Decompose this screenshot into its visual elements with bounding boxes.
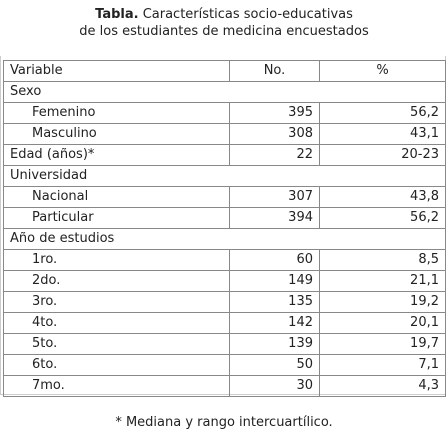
row-no: 308 [230,124,320,145]
table-row [4,187,446,208]
row-label: Femenino [4,103,230,124]
row-label: Nacional [4,187,230,208]
row-label: 5to. [4,334,230,355]
table-row [4,355,446,376]
section-row [4,145,446,166]
header-variable: Variable [4,61,230,82]
row-label: 3ro. [4,292,230,313]
section-label: Año de estudios [4,229,446,250]
row-label: 7mo. [4,376,230,397]
section-no: 22 [230,145,320,166]
row-no: 394 [230,208,320,229]
footnote: * Mediana y rango intercuartílico. [115,415,333,430]
caption-label: Tabla. [95,7,139,22]
header-no: No. [230,61,320,82]
header-pct: % [320,61,446,82]
table-row [4,313,446,334]
table-row [4,376,446,397]
section-row [4,82,446,103]
section-row [4,166,446,187]
table-row [4,208,446,229]
table-row [4,124,446,145]
table-row [4,103,446,124]
table-row [4,292,446,313]
section-row [4,229,446,250]
table-body [4,82,446,397]
row-label: 6to. [4,355,230,376]
row-pct: 8,5 [320,250,446,271]
table-row [4,250,446,271]
row-label: Particular [4,208,230,229]
table-caption [0,6,448,40]
row-no: 50 [230,355,320,376]
row-label: 4to. [4,313,230,334]
section-label: Universidad [4,166,446,187]
row-no: 395 [230,103,320,124]
row-pct: 7,1 [320,355,446,376]
row-no: 135 [230,292,320,313]
row-pct: 20,1 [320,313,446,334]
row-pct: 43,8 [320,187,446,208]
row-label: 1ro. [4,250,230,271]
row-label: 2do. [4,271,230,292]
row-pct: 21,1 [320,271,446,292]
section-label: Edad (años)* [4,145,230,166]
header-row [4,61,446,82]
caption-line-1 [0,6,448,23]
caption-line-2: de los estudiantes de medicina encuestados [79,24,369,39]
row-pct: 56,2 [320,208,446,229]
section-pct: 20-23 [320,145,446,166]
row-no: 142 [230,313,320,334]
data-table [3,60,446,397]
row-pct: 19,7 [320,334,446,355]
table-row [4,334,446,355]
row-pct: 56,2 [320,103,446,124]
table-row [4,271,446,292]
row-no: 60 [230,250,320,271]
row-pct: 19,2 [320,292,446,313]
row-no: 307 [230,187,320,208]
row-no: 139 [230,334,320,355]
caption-title: Características socio-educativas [142,7,353,22]
row-pct: 4,3 [320,376,446,397]
section-label: Sexo [4,82,446,103]
row-no: 30 [230,376,320,397]
row-label: Masculino [4,124,230,145]
row-pct: 43,1 [320,124,446,145]
row-no: 149 [230,271,320,292]
